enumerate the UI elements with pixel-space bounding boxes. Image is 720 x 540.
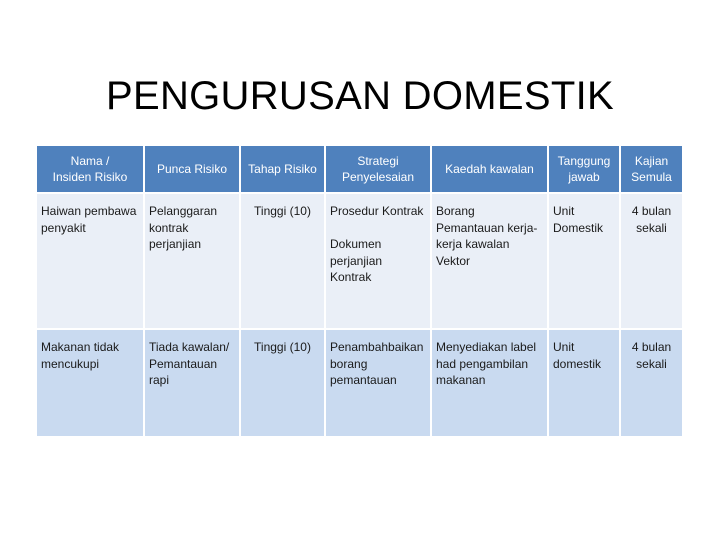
header-tahap: Tahap Risiko [241,146,326,194]
cell-tahap: Tinggi (10) [241,330,326,438]
cell-kajian: 4 bulan sekali [621,194,684,330]
cell-kaedah: Menyediakan label had pengambilan makanan [432,330,549,438]
header-kaedah: Kaedah kawalan [432,146,549,194]
page-title: PENGURUSAN DOMESTIK [106,74,614,118]
header-insiden: Nama / Insiden Risiko [37,146,145,194]
table-row [37,194,684,330]
header-punca: Punca Risiko [145,146,241,194]
cell-tahap: Tinggi (10) [241,194,326,330]
header-tanggungjawab: Tanggung jawab [549,146,621,194]
cell-tanggungjawab: Unit Domestik [549,194,621,330]
cell-kajian: 4 bulan sekali [621,330,684,438]
header-strategi: Strategi Penyelesaian [326,146,432,194]
cell-punca: Tiada kawalan/ Pemantauan rapi [145,330,241,438]
cell-kaedah: Borang Pemantauan kerja-kerja kawalan Vektor [432,194,549,330]
risk-table [37,146,684,438]
cell-strategi: Prosedur Kontrak Dokumen perjanjian Kontrak [326,194,432,330]
table-header-row [37,146,684,194]
cell-tanggungjawab: Unit domestik [549,330,621,438]
cell-insiden: Haiwan pembawa penyakit [37,194,145,330]
cell-insiden: Makanan tidak mencukupi [37,330,145,438]
cell-strategi: Penambahbaikan borang pemantauan [326,330,432,438]
cell-punca: Pelanggaran kontrak perjanjian [145,194,241,330]
header-kajian: Kajian Semula [621,146,684,194]
table-row [37,330,684,438]
